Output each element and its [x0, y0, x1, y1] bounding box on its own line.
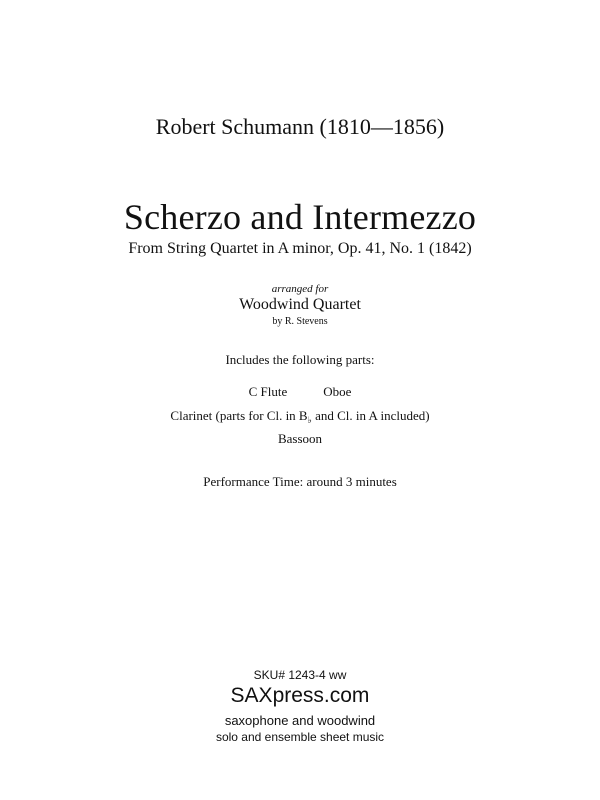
parts-row-flute-oboe [0, 384, 600, 400]
subtitle: From String Quartet in A minor, Op. 41, No. 1 (1842) [128, 240, 472, 257]
publisher-tagline-2: solo and ensemble sheet music [215, 730, 385, 744]
part-flute: C Flute [248, 384, 288, 399]
parts-heading: Includes the following parts: [225, 352, 375, 367]
part-bassoon: Bassoon [277, 431, 323, 446]
sku-number: SKU# 1243-4 ww [253, 668, 347, 682]
ensemble-name: Woodwind Quartet [239, 296, 361, 313]
arranged-for-label: arranged for [271, 283, 329, 295]
part-clarinet-prefix: Clarinet (parts for Cl. in B [170, 408, 308, 423]
part-clarinet-suffix: and Cl. in A included) [311, 408, 430, 423]
composer-name: Robert Schumann (1810—1856) [155, 114, 445, 139]
publisher-site: SAXpress.com [230, 684, 370, 707]
arranger-credit: by R. Stevens [272, 316, 328, 327]
part-oboe: Oboe [323, 384, 352, 399]
flat-symbol: ♭ [307, 415, 312, 425]
page-title: Scherzo and Intermezzo [123, 197, 477, 237]
performance-time: Performance Time: around 3 minutes [203, 474, 397, 489]
parts-row-clarinet [0, 408, 600, 424]
publisher-tagline-1: saxophone and woodwind [224, 713, 376, 728]
